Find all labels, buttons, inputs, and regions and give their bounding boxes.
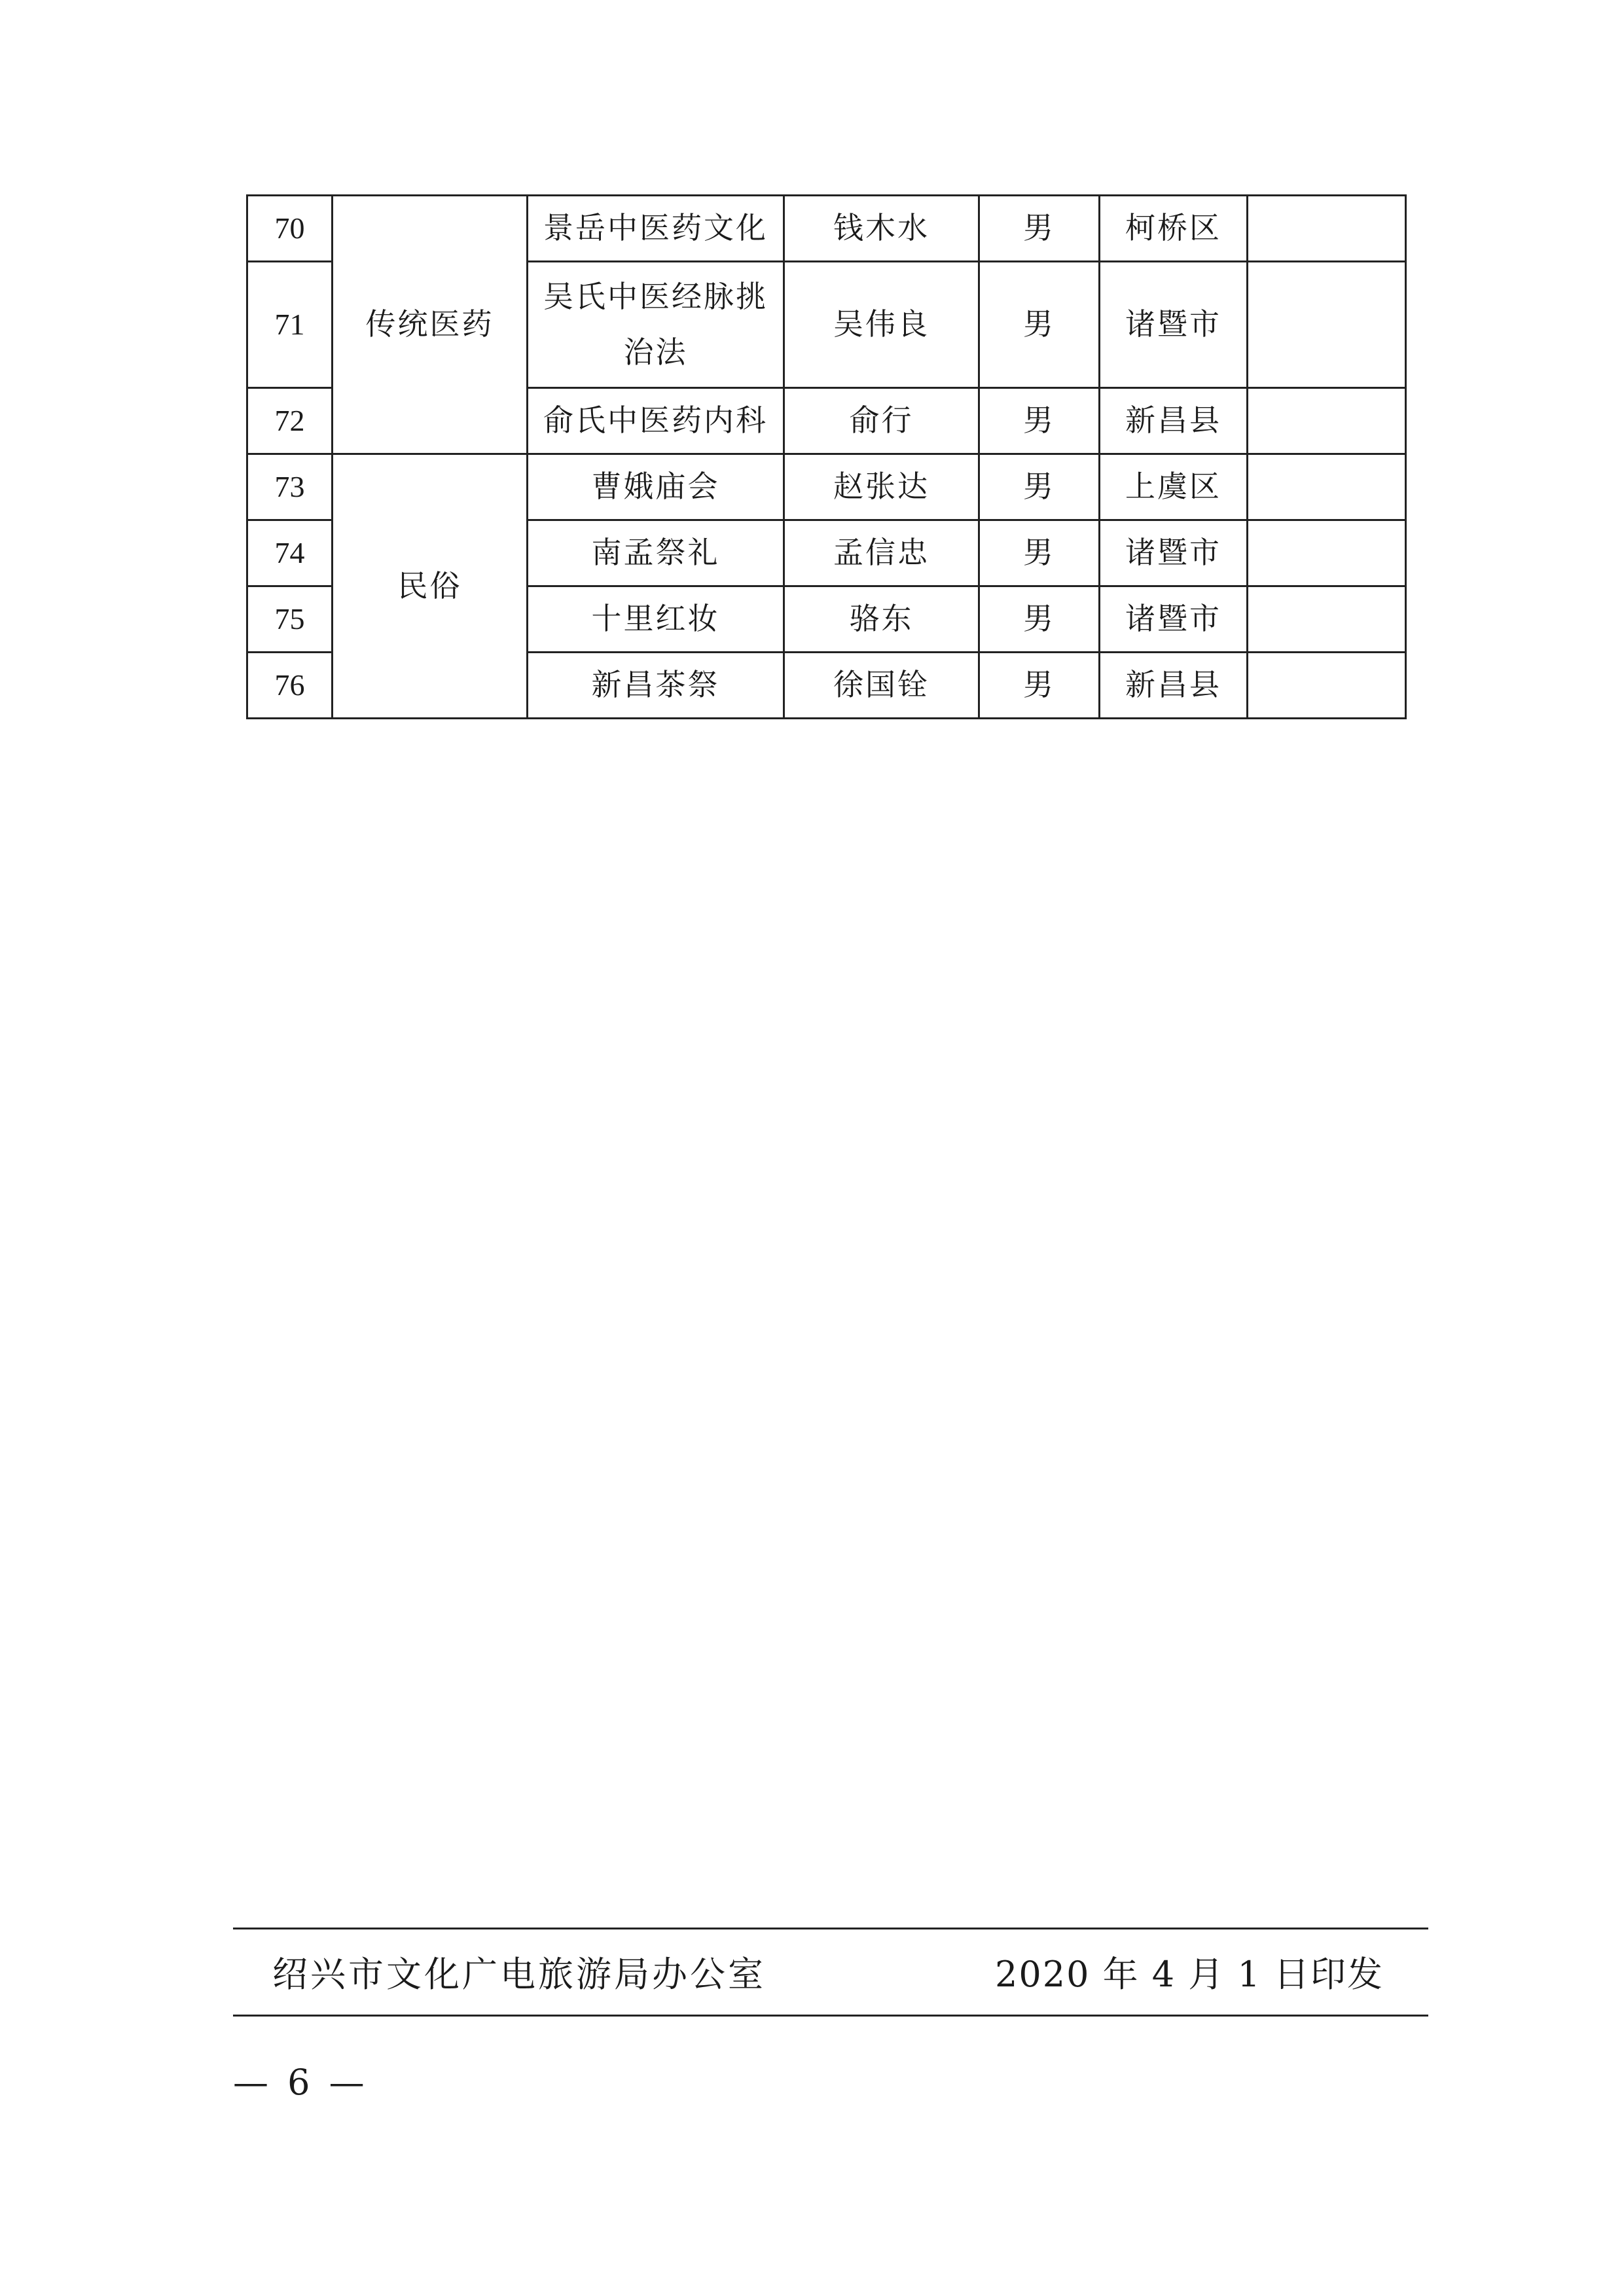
project-cell: 曹娥庙会 xyxy=(528,454,784,520)
project-cell: 新昌茶祭 xyxy=(528,653,784,719)
row-number: 71 xyxy=(247,262,333,388)
gender-cell: 男 xyxy=(979,388,1100,454)
gender-cell: 男 xyxy=(979,520,1100,586)
project-cell: 景岳中医药文化 xyxy=(528,196,784,262)
name-cell: 吴伟良 xyxy=(784,262,979,388)
issuance-footer xyxy=(233,1928,1428,2017)
row-number: 74 xyxy=(247,520,333,586)
region-cell: 柯桥区 xyxy=(1100,196,1248,262)
project-cell: 南孟祭礼 xyxy=(528,520,784,586)
gender-cell: 男 xyxy=(979,586,1100,653)
category-cell: 民俗 xyxy=(333,454,528,719)
row-number: 72 xyxy=(247,388,333,454)
region-cell: 新昌县 xyxy=(1100,388,1248,454)
region-cell: 上虞区 xyxy=(1100,454,1248,520)
name-cell: 俞行 xyxy=(784,388,979,454)
region-cell: 新昌县 xyxy=(1100,653,1248,719)
note-cell xyxy=(1248,653,1406,719)
category-cell: 传统医药 xyxy=(333,196,528,454)
name-cell: 孟信忠 xyxy=(784,520,979,586)
project-cell: 俞氏中医药内科 xyxy=(528,388,784,454)
project-cell: 十里红妆 xyxy=(528,586,784,653)
row-number: 76 xyxy=(247,653,333,719)
note-cell xyxy=(1248,454,1406,520)
region-cell: 诸暨市 xyxy=(1100,520,1248,586)
note-cell xyxy=(1248,520,1406,586)
note-cell xyxy=(1248,196,1406,262)
gender-cell: 男 xyxy=(979,653,1100,719)
gender-cell: 男 xyxy=(979,196,1100,262)
row-number: 70 xyxy=(247,196,333,262)
name-cell: 骆东 xyxy=(784,586,979,653)
name-cell: 钱木水 xyxy=(784,196,979,262)
page-number: — 6 — xyxy=(233,2062,369,2103)
region-cell: 诸暨市 xyxy=(1100,262,1248,388)
issue-date: 2020 年 4 月 1 日印发 xyxy=(995,1954,1384,1995)
row-number: 75 xyxy=(247,586,333,653)
name-cell: 赵张达 xyxy=(784,454,979,520)
region-cell: 诸暨市 xyxy=(1100,586,1248,653)
note-cell xyxy=(1248,262,1406,388)
project-cell: 吴氏中医经脉挑治法 xyxy=(528,262,784,388)
row-number: 73 xyxy=(247,454,333,520)
note-cell xyxy=(1248,586,1406,653)
inheritor-table xyxy=(246,194,1407,719)
issuing-organization: 绍兴市文化广电旅游局办公室 xyxy=(272,1954,766,1995)
gender-cell: 男 xyxy=(979,454,1100,520)
table-row xyxy=(247,454,1406,520)
note-cell xyxy=(1248,388,1406,454)
name-cell: 徐国铨 xyxy=(784,653,979,719)
gender-cell: 男 xyxy=(979,262,1100,388)
table-row xyxy=(247,196,1406,262)
